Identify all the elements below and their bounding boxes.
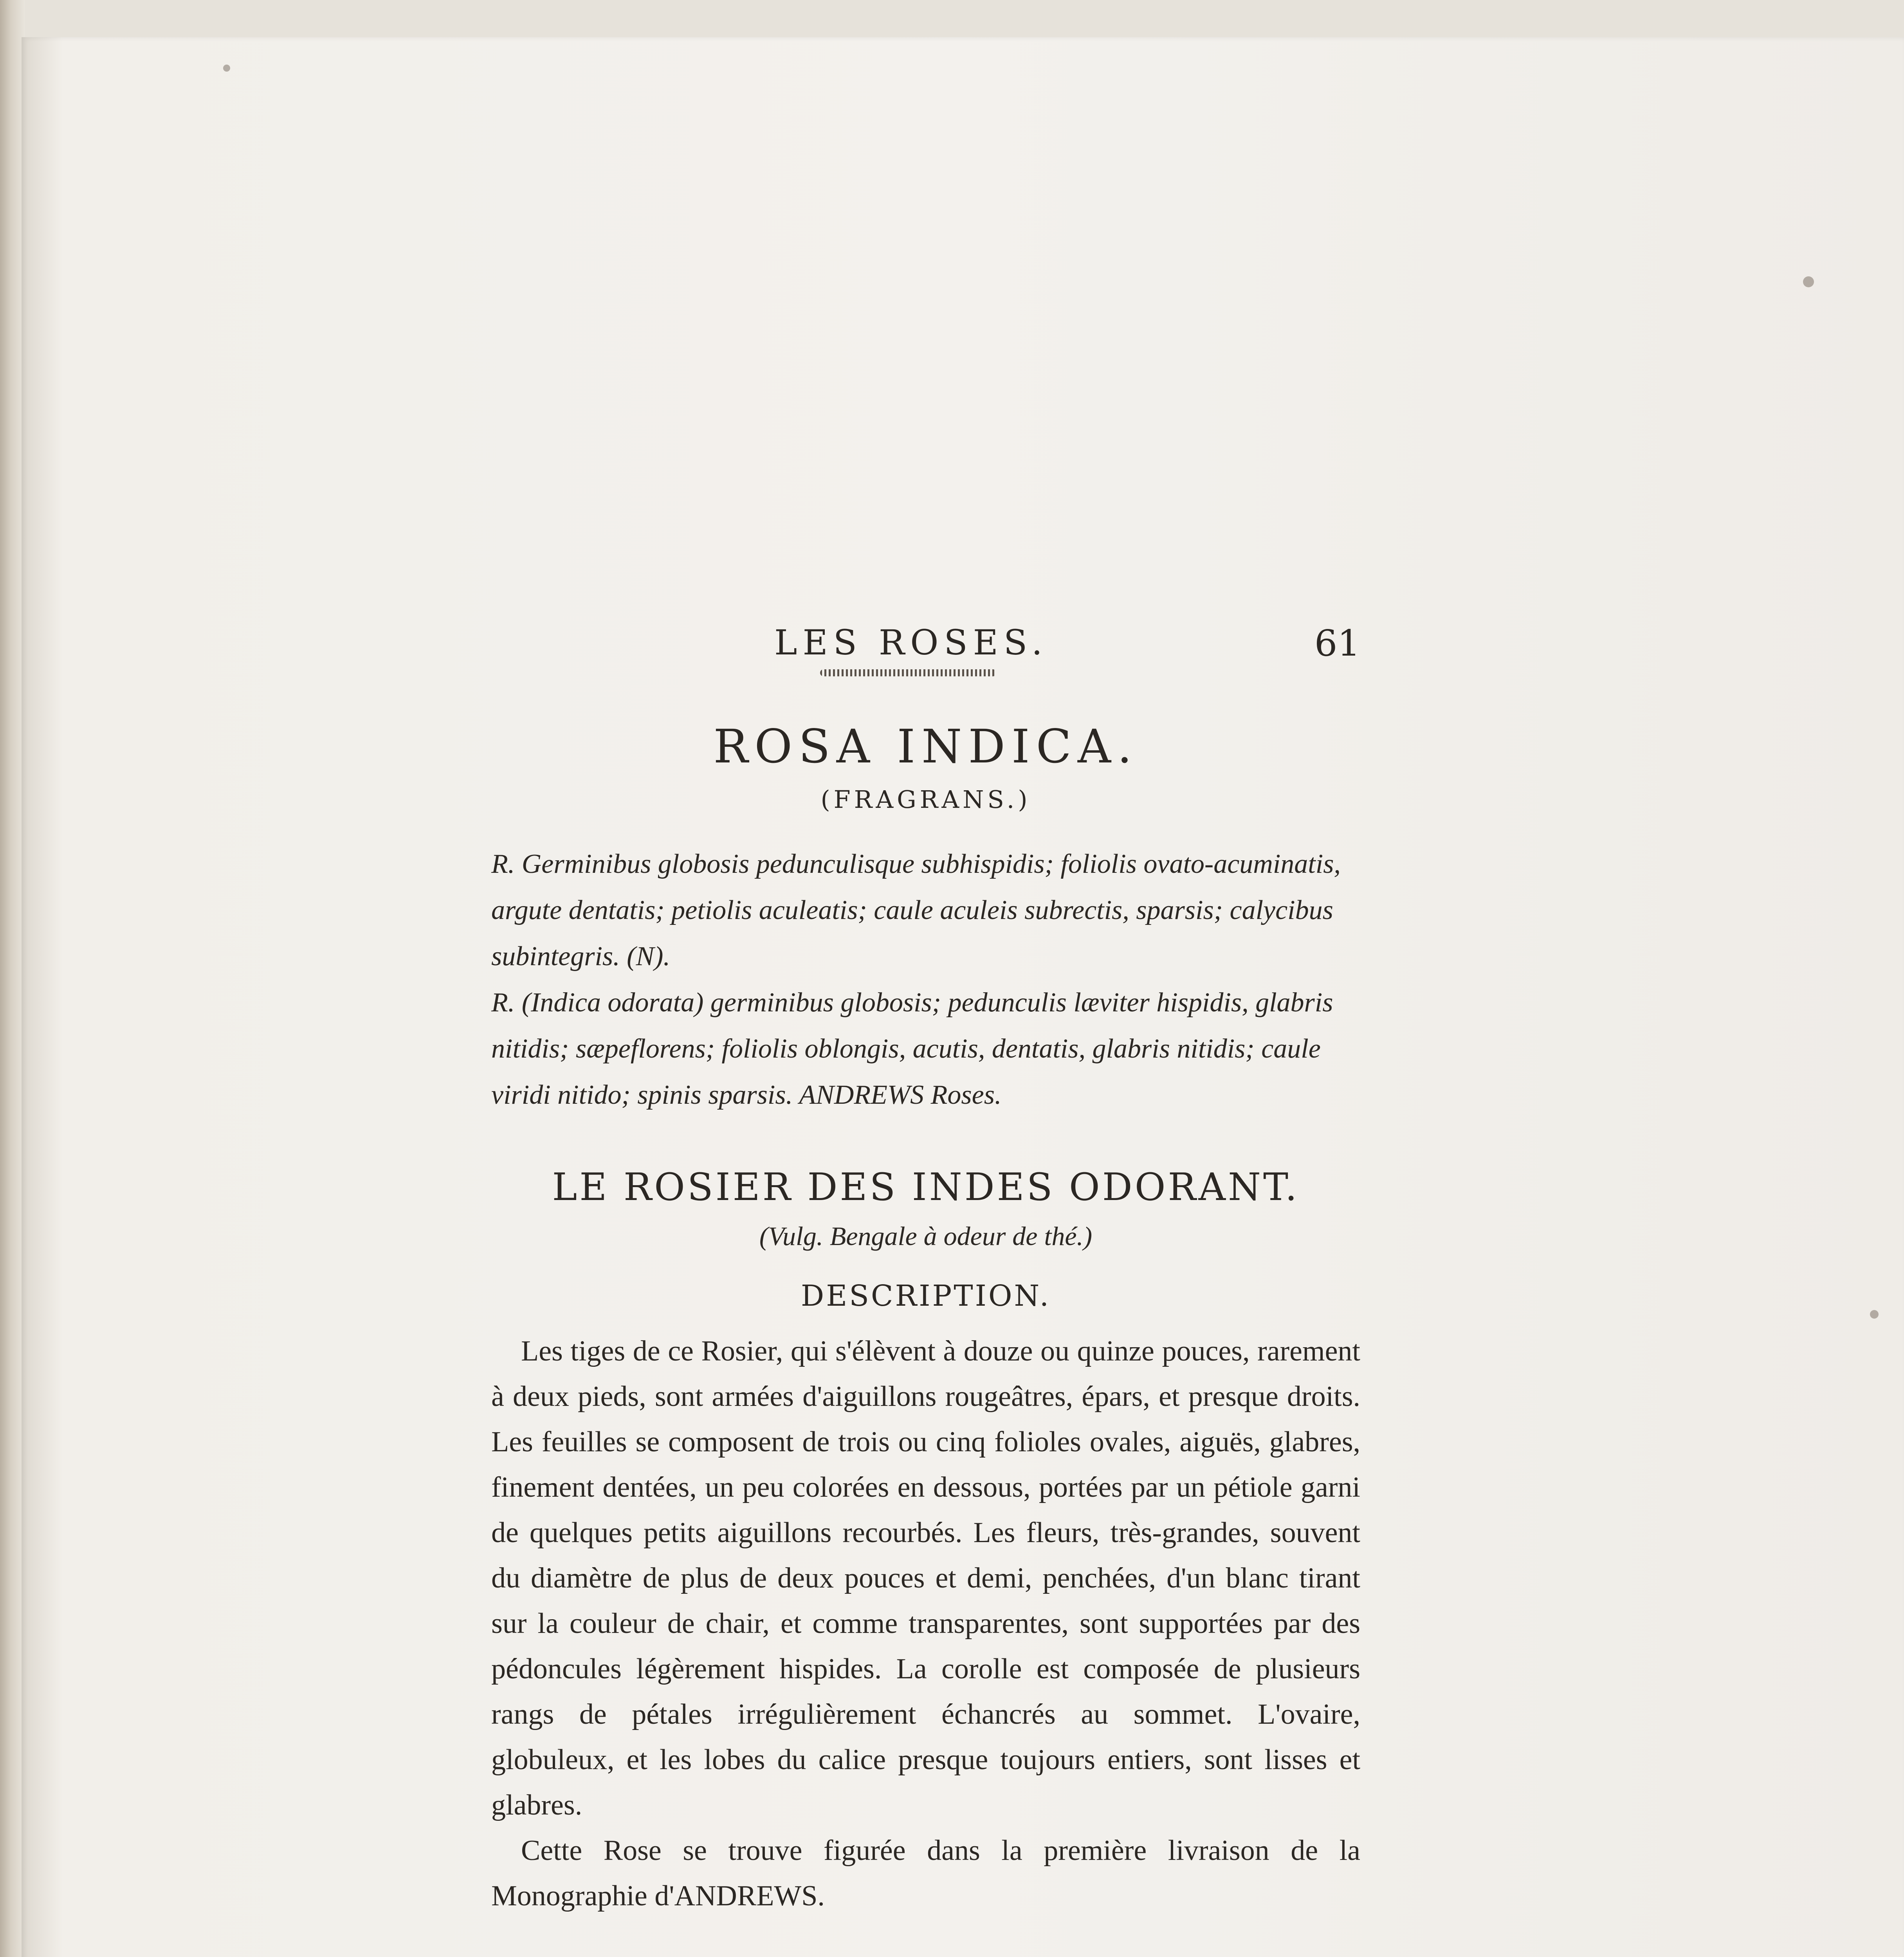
reference-paragraph: Cette Rose se trouve figurée dans la première livraison de la Monographie d'ANDREWS.: [491, 1834, 1360, 1912]
paper-speck: [223, 65, 230, 72]
description-heading: DESCRIPTION.: [801, 1279, 1051, 1313]
french-subtitle: (Vulg. Bengale à odeur de thé.): [759, 1221, 1093, 1251]
decorative-rule: [820, 669, 996, 676]
page-content: [491, 614, 1360, 1919]
french-title: LE ROSIER DES INDES ODORANT.: [552, 1165, 1300, 1209]
latin-subtitle: (FRAGRANS.): [820, 785, 1031, 814]
running-head: [491, 614, 1360, 669]
paper-speck: [1803, 276, 1814, 287]
latin-diagnosis-paragraph: R. Germinibus globosis pedunculisque subhispidis; foliolis ovato-acuminatis, argute dentatis; petiolis aculeatis; caule aculeis subrectis, sparsis; calycibus subintegris. (N).: [491, 849, 1341, 971]
latin-synonym-paragraph: R. (Indica odorata) germinibus globosis; pedunculis læviter hispidis, glabris nitidis; sæpeflorens; foliolis oblongis, acutis, dentatis, glabris nitidis; caule viridi nitido; spinis sparsis. ANDREWS Roses.: [491, 988, 1333, 1110]
paper-speck: [1870, 1310, 1879, 1319]
latin-title: ROSA INDICA.: [713, 719, 1138, 773]
running-title: LES ROSES.: [774, 622, 1048, 663]
description-paragraph: Les tiges de ce Rosier, qui s'élèvent à douze ou quinze pouces, rarement à deux pieds, sont armées d'aiguillons rougeâtres, épars, et presque droits. Les feuilles se composent de trois ou cinq folioles ovales, aiguës, glabres, finement dentées, un peu colorées en dessous, portées par un pétiole garni de quelques petits aiguillons recourbés. Les fleurs, très-grandes, souvent du diamètre de plus de deux pouces et demi, penchées, d'un blanc tirant sur la couleur de chair, et comme transparentes, sont supportées par des pédoncules légèrement hispides. La corolle est composée de plusieurs rangs de pétales irrégulièrement échancrés au sommet. L'ovaire, globuleux, et les lobes du calice presque toujours entiers, sont lisses et glabres.: [491, 1335, 1360, 1821]
page-number: 61: [1314, 622, 1360, 664]
